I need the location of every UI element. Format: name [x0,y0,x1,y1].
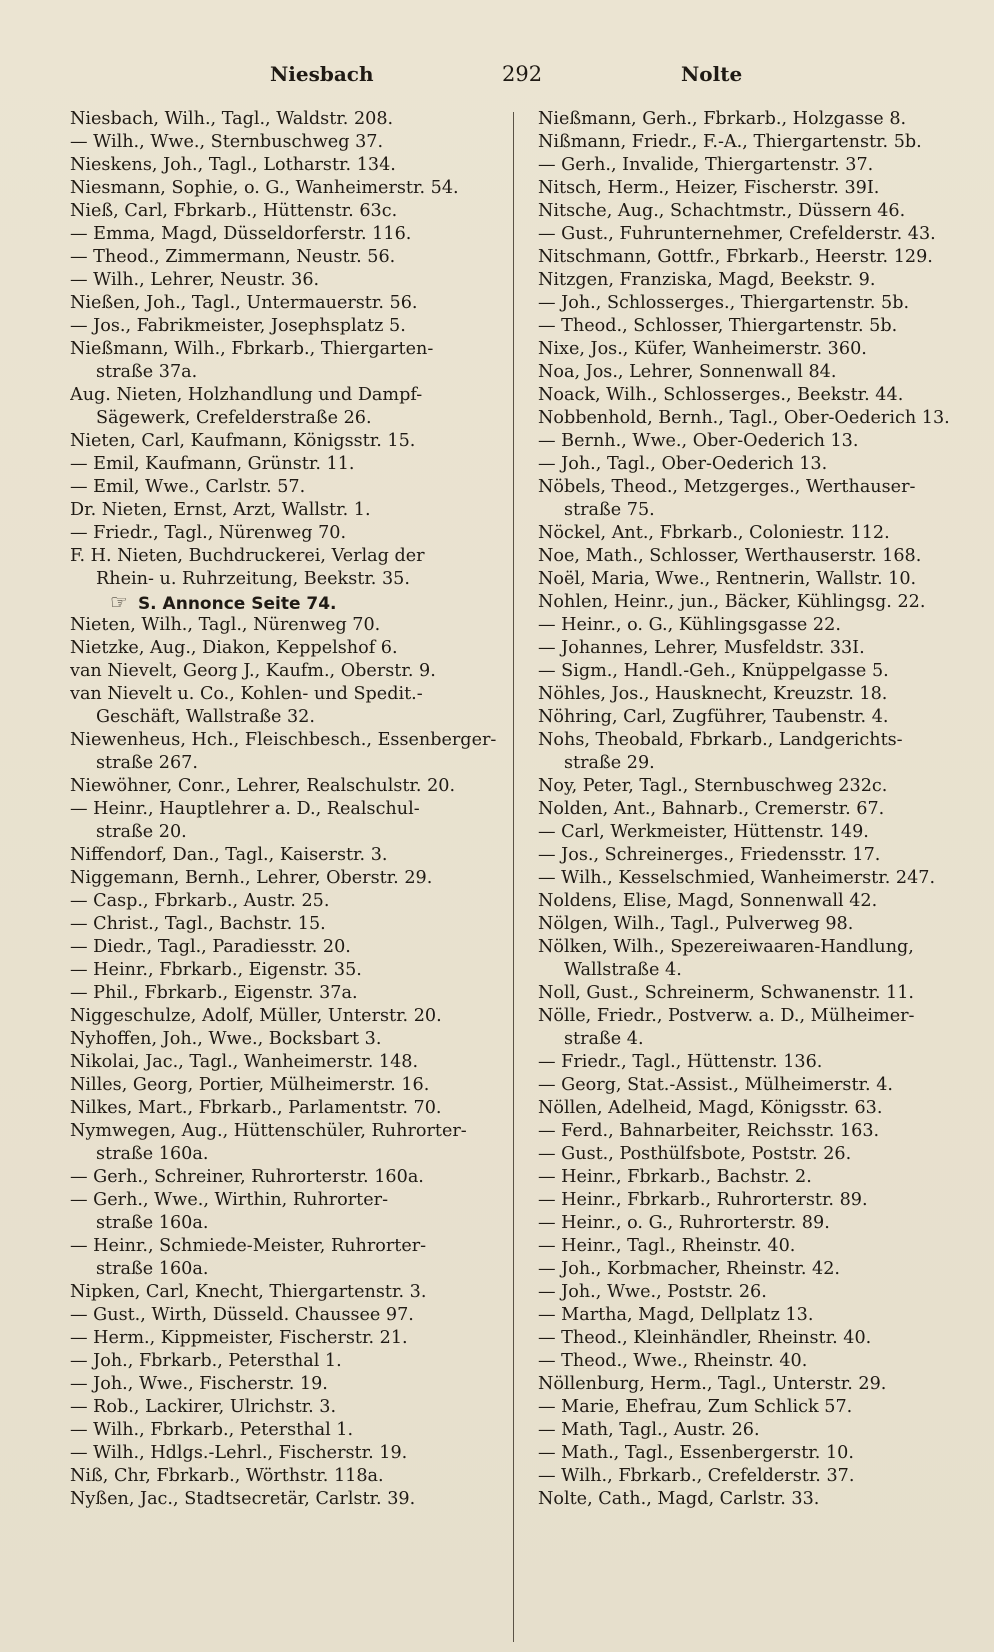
directory-entry [70,108,510,131]
entry-text: — Christ., Tagl., Bachstr. 15. [70,914,326,934]
entry-text: Sägewerk, Crefelderstraße 26. [96,408,372,428]
entry-text: — Heinr., o. G., Ruhrorterstr. 89. [538,1213,830,1233]
directory-entry [70,338,510,361]
entry-text: — Georg, Stat.-Assist., Mülheimerstr. 4. [538,1075,893,1095]
directory-entry [538,683,978,706]
entry-text: straße 160a. [96,1259,209,1279]
directory-entry [70,315,510,338]
entry-text: — Wilh., Kesselschmied, Wanheimerstr. 247. [538,868,936,888]
entry-text: — Jos., Schreinerges., Friedensstr. 17. [538,845,881,865]
directory-entry [538,798,978,821]
entry-text: — Gust., Fuhrunternehmer, Crefelderstr. 43. [538,224,936,244]
entry-text: Nieskens, Joh., Tagl., Lotharstr. 134. [70,155,396,175]
directory-entry [538,982,978,1005]
entry-continuation [538,752,978,775]
directory-entry [70,683,510,706]
directory-entry [70,1442,510,1465]
directory-entry [538,384,978,407]
directory-entry [70,223,510,246]
directory-entry [70,384,510,407]
entry-text: straße 160a. [96,1213,209,1233]
directory-entry [538,453,978,476]
entry-text: straße 29. [564,753,655,773]
entry-text: — Heinr., Fbrkarb., Eigenstr. 35. [70,960,362,980]
entry-text: Nölle, Friedr., Postverw. a. D., Mülheimer- [538,1006,915,1026]
directory-entry [70,844,510,867]
entry-text: Nöckel, Ant., Fbrkarb., Coloniestr. 112. [538,523,890,543]
entry-text: — Rob., Lackirer, Ulrichstr. 3. [70,1397,337,1417]
directory-entry [538,154,978,177]
header-first-entry: Niesbach [270,62,374,86]
directory-entry [538,775,978,798]
directory-entry [538,890,978,913]
directory-entry [538,522,978,545]
directory-entry [70,1051,510,1074]
directory-entry [70,1465,510,1488]
entry-text: S. Annonce Seite 74. [137,594,337,614]
entry-text: — Friedr., Tagl., Hüttenstr. 136. [538,1052,823,1072]
directory-entry [70,200,510,223]
entry-text: Nieß, Carl, Fbrkarb., Hüttenstr. 63c. [70,201,398,221]
entry-text: Nießmann, Wilh., Fbrkarb., Thiergarten- [70,339,434,359]
directory-entry [538,660,978,683]
directory-entry [70,246,510,269]
entry-text: Nitsche, Aug., Schachtmstr., Düssern 46. [538,201,906,221]
entry-text: — Friedr., Tagl., Nürenweg 70. [70,523,347,543]
entry-continuation [538,499,978,522]
entry-text: — Heinr., Fbrkarb., Bachstr. 2. [538,1167,812,1187]
entry-text: Nyßen, Jac., Stadtsecretär, Carlstr. 39. [70,1489,416,1509]
entry-text: van Nievelt u. Co., Kohlen- und Spedit.- [70,684,423,704]
entry-text: Nießmann, Gerh., Fbrkarb., Holzgasse 8. [538,109,907,129]
entry-text: — Herm., Kippmeister, Fischerstr. 21. [70,1328,408,1348]
entry-text: — Theod., Zimmermann, Neustr. 56. [70,247,396,267]
entry-text: Nolden, Ant., Bahnarb., Cremerstr. 67. [538,799,885,819]
entry-text: Nyhoffen, Joh., Wwe., Bocksbart 3. [70,1029,382,1049]
directory-entry [70,453,510,476]
directory-entry [538,1258,978,1281]
directory-entry [70,982,510,1005]
directory-entry [70,476,510,499]
directory-entry [538,821,978,844]
directory-entry [538,407,978,430]
entry-text: Nieten, Wilh., Tagl., Nürenweg 70. [70,615,381,635]
directory-entry [70,154,510,177]
directory-entry [70,913,510,936]
advertisement-reference [70,591,510,614]
entry-text: — Phil., Fbrkarb., Eigenstr. 37a. [70,983,358,1003]
entry-text: straße 75. [564,500,655,520]
entry-text: Nöhring, Carl, Zugführer, Taubenstr. 4. [538,707,889,727]
directory-entry [70,959,510,982]
entry-text: Nitschmann, Gottfr., Fbrkarb., Heerstr. 129. [538,247,933,267]
entry-text: — Gerh., Schreiner, Ruhrorterstr. 160a. [70,1167,424,1187]
entry-text: straße 37a. [96,362,198,382]
directory-entry [538,315,978,338]
directory-entry [70,1396,510,1419]
directory-entry [538,1005,978,1028]
entry-text: Nöllenburg, Herm., Tagl., Unterstr. 29. [538,1374,887,1394]
entry-text: Nieten, Carl, Kaufmann, Königsstr. 15. [70,431,416,451]
entry-continuation [70,407,510,430]
entry-text: — Diedr., Tagl., Paradiesstr. 20. [70,937,351,957]
directory-entry [538,1373,978,1396]
directory-entry [70,798,510,821]
entry-text: Noe, Math., Schlosser, Werthauserstr. 168. [538,546,922,566]
directory-entry [538,545,978,568]
directory-entry [70,637,510,660]
directory-entry [538,614,978,637]
directory-entry [538,1327,978,1350]
directory-entry [538,936,978,959]
entry-text: — Wilh., Hdlgs.-Lehrl., Fischerstr. 19. [70,1443,408,1463]
entry-continuation [70,568,510,591]
directory-entry [538,1074,978,1097]
entry-text: — Joh., Fbrkarb., Petersthal 1. [70,1351,342,1371]
entry-text: Wallstraße 4. [564,960,682,980]
entry-text: Nipken, Carl, Knecht, Thiergartenstr. 3. [70,1282,427,1302]
entry-text: — Heinr., Schmiede-Meister, Ruhrorter- [70,1236,427,1256]
entry-text: Nitsch, Herm., Heizer, Fischerstr. 39I. [538,178,880,198]
directory-entry [70,1327,510,1350]
directory-entry [70,522,510,545]
entry-text: Nolte, Cath., Magd, Carlstr. 33. [538,1489,820,1509]
entry-text: Nikolai, Jac., Tagl., Wanheimerstr. 148. [70,1052,419,1072]
directory-entry [538,200,978,223]
entry-text: Noack, Wilh., Schlosserges., Beekstr. 44. [538,385,904,405]
entry-text: Noa, Jos., Lehrer, Sonnenwall 84. [538,362,837,382]
entry-continuation [70,1212,510,1235]
entry-text: Niewenheus, Hch., Fleischbesch., Essenberger- [70,730,497,750]
entry-text: — Wilh., Fbrkarb., Crefelderstr. 37. [538,1466,855,1486]
entry-text: Nißmann, Friedr., F.-A., Thiergartenstr. 5b. [538,132,922,152]
entry-text: Niesbach, Wilh., Tagl., Waldstr. 208. [70,109,394,129]
entry-text: Noll, Gust., Schreinerm, Schwanenstr. 11. [538,983,914,1003]
directory-entry [538,1419,978,1442]
directory-entry [538,1465,978,1488]
directory-entry [70,729,510,752]
entry-text: Rhein- u. Ruhrzeitung, Beekstr. 35. [96,569,410,589]
entry-text: straße 20. [96,822,187,842]
entry-text: Niggemann, Bernh., Lehrer, Oberstr. 29. [70,868,433,888]
entry-text: Nietzke, Aug., Diakon, Keppelshof 6. [70,638,398,658]
entry-text: straße 267. [96,753,198,773]
directory-entry [70,1304,510,1327]
directory-entry [538,1166,978,1189]
directory-entry [70,1281,510,1304]
entry-text: — Wilh., Fbrkarb., Petersthal 1. [70,1420,354,1440]
entry-continuation [538,959,978,982]
entry-text: Nöbels, Theod., Metzgerges., Werthauser- [538,477,916,497]
directory-entry [70,1189,510,1212]
entry-text: Nobbenhold, Bernh., Tagl., Ober-Oederich 13. [538,408,950,428]
directory-entry [70,867,510,890]
entry-text: — Wilh., Lehrer, Neustr. 36. [70,270,320,290]
directory-entry [538,637,978,660]
entry-text: — Casp., Fbrkarb., Austr. 25. [70,891,330,911]
directory-entry [70,430,510,453]
entry-text: — Wilh., Wwe., Sternbuschweg 37. [70,132,384,152]
directory-entry [538,1097,978,1120]
entry-text: Noël, Maria, Wwe., Rentnerin, Wallstr. 10. [538,569,917,589]
directory-entry [538,1051,978,1074]
directory-entry [538,131,978,154]
entry-text: Niffendorf, Dan., Tagl., Kaiserstr. 3. [70,845,388,865]
directory-entry [538,430,978,453]
entry-text: — Math., Tagl., Essenbergerstr. 10. [538,1443,854,1463]
directory-entry [538,844,978,867]
entry-text: — Gust., Posthülfsbote, Poststr. 26. [538,1144,852,1164]
entry-text: — Heinr., o. G., Kühlingsgasse 22. [538,615,841,635]
directory-entry [538,108,978,131]
directory-entry [70,1120,510,1143]
entry-text: Noldens, Elise, Magd, Sonnenwall 42. [538,891,878,911]
entry-text: straße 160a. [96,1144,209,1164]
directory-entry [538,706,978,729]
directory-entry [70,1235,510,1258]
entry-text: Nießen, Joh., Tagl., Untermauerstr. 56. [70,293,418,313]
entry-text: Niß, Chr, Fbrkarb., Wörthstr. 118a. [70,1466,384,1486]
entry-text: — Gerh., Wwe., Wirthin, Ruhrorter- [70,1190,389,1210]
directory-entry [70,1350,510,1373]
directory-entry [538,913,978,936]
entry-text: — Joh., Tagl., Ober-Oederich 13. [538,454,828,474]
directory-entry [70,1005,510,1028]
entry-continuation [538,1028,978,1051]
entry-text: Nölken, Wilh., Spezereiwaaren-Handlung, [538,937,914,957]
directory-entry [538,1442,978,1465]
header-last-entry: Nolte [681,62,743,86]
entry-text: — Johannes, Lehrer, Musfeldstr. 33I. [538,638,865,658]
entry-text: Nohlen, Heinr., jun., Bäcker, Kühlingsg. 22. [538,592,926,612]
directory-entry [538,1143,978,1166]
directory-entry [538,476,978,499]
directory-entry [70,1166,510,1189]
entry-text: Nilles, Georg, Portier, Mülheimerstr. 16. [70,1075,430,1095]
entry-text: — Emil, Kaufmann, Grünstr. 11. [70,454,355,474]
entry-text: — Jos., Fabrikmeister, Josephsplatz 5. [70,316,406,336]
entry-text: Aug. Nieten, Holzhandlung und Dampf- [70,385,423,405]
directory-entry [538,1488,978,1511]
entry-text: — Emil, Wwe., Carlstr. 57. [70,477,306,497]
directory-entry [538,338,978,361]
entry-text: Nilkes, Mart., Fbrkarb., Parlamentstr. 70. [70,1098,442,1118]
entry-text: Nixe, Jos., Küfer, Wanheimerstr. 360. [538,339,867,359]
directory-entry [70,660,510,683]
directory-entry [70,499,510,522]
directory-entry [538,867,978,890]
entry-text: Nohs, Theobald, Fbrkarb., Landgerichts- [538,730,903,750]
entry-continuation [70,706,510,729]
entry-text: — Sigm., Handl.-Geh., Knüppelgasse 5. [538,661,889,681]
entry-text: — Heinr., Tagl., Rheinstr. 40. [538,1236,796,1256]
right-column [538,108,978,1511]
entry-text: — Carl, Werkmeister, Hüttenstr. 149. [538,822,869,842]
directory-entry [70,1419,510,1442]
directory-entry [538,292,978,315]
page-header [0,62,994,92]
entry-text: Dr. Nieten, Ernst, Arzt, Wallstr. 1. [70,500,371,520]
entry-text: — Joh., Wwe., Fischerstr. 19. [70,1374,328,1394]
entry-text: Nölgen, Wilh., Tagl., Pulverweg 98. [538,914,854,934]
directory-entry [538,1350,978,1373]
entry-text: — Bernh., Wwe., Ober-Oederich 13. [538,431,859,451]
column-divider [513,112,514,1642]
directory-entry [538,1212,978,1235]
entry-text: — Theod., Wwe., Rheinstr. 40. [538,1351,808,1371]
entry-text: — Joh., Korbmacher, Rheinstr. 42. [538,1259,840,1279]
directory-entry [70,775,510,798]
entry-text: — Emma, Magd, Düsseldorferstr. 116. [70,224,412,244]
directory-entry [538,246,978,269]
entry-text: Niesmann, Sophie, o. G., Wanheimerstr. 54. [70,178,459,198]
directory-entry [538,1120,978,1143]
entry-text: — Heinr., Hauptlehrer a. D., Realschul- [70,799,420,819]
directory-entry [70,177,510,200]
entry-text: — Martha, Magd, Dellplatz 13. [538,1305,814,1325]
entry-continuation [70,1143,510,1166]
directory-entry [70,890,510,913]
directory-entry [538,591,978,614]
entry-text: Niggeschulze, Adolf, Müller, Unterstr. 20. [70,1006,442,1026]
entry-text: Nitzgen, Franziska, Magd, Beekstr. 9. [538,270,876,290]
entry-text: — Theod., Kleinhändler, Rheinstr. 40. [538,1328,872,1348]
entry-text: F. H. Nieten, Buchdruckerei, Verlag der [70,546,425,566]
entry-text: Geschäft, Wallstraße 32. [96,707,315,727]
directory-entry [70,269,510,292]
entry-text: — Gerh., Invalide, Thiergartenstr. 37. [538,155,874,175]
entry-text: Nymwegen, Aug., Hüttenschüler, Ruhrorter- [70,1121,467,1141]
entry-text: — Math, Tagl., Austr. 26. [538,1420,760,1440]
entry-continuation [70,361,510,384]
entry-text: straße 4. [564,1029,644,1049]
entry-text: van Nievelt, Georg J., Kaufm., Oberstr. 9. [70,661,436,681]
directory-entry [70,936,510,959]
entry-continuation [70,752,510,775]
directory-entry [70,1097,510,1120]
directory-entry [538,361,978,384]
directory-entry [70,614,510,637]
entry-text: Nöllen, Adelheid, Magd, Königsstr. 63. [538,1098,883,1118]
directory-entry [70,1028,510,1051]
directory-entry [70,1074,510,1097]
left-column [70,108,510,1511]
directory-entry [70,1373,510,1396]
entry-text: Niewöhner, Conr., Lehrer, Realschulstr. 20. [70,776,456,796]
pointing-hand-icon: ☞ [110,591,128,614]
directory-entry [538,223,978,246]
directory-entry [538,1235,978,1258]
directory-entry [538,568,978,591]
directory-entry [70,545,510,568]
entry-continuation [70,821,510,844]
directory-entry [538,1304,978,1327]
entry-text: — Ferd., Bahnarbeiter, Reichsstr. 163. [538,1121,880,1141]
entry-text: — Theod., Schlosser, Thiergartenstr. 5b. [538,316,898,336]
directory-entry [538,177,978,200]
entry-text: Nöhles, Jos., Hausknecht, Kreuzstr. 18. [538,684,888,704]
entry-text: — Heinr., Fbrkarb., Ruhrorterstr. 89. [538,1190,868,1210]
directory-entry [538,1189,978,1212]
directory-entry [538,729,978,752]
directory-entry [70,131,510,154]
directory-entry [538,1281,978,1304]
directory-entry [70,1488,510,1511]
entry-text: Noy, Peter, Tagl., Sternbuschweg 232c. [538,776,888,796]
page-number: 292 [502,62,543,86]
entry-text: — Marie, Ehefrau, Zum Schlick 57. [538,1397,853,1417]
entry-text: — Gust., Wirth, Düsseld. Chaussee 97. [70,1305,414,1325]
entry-text: — Joh., Wwe., Poststr. 26. [538,1282,767,1302]
entry-continuation [70,1258,510,1281]
directory-entry [538,269,978,292]
directory-entry [538,1396,978,1419]
directory-entry [70,292,510,315]
entry-text: — Joh., Schlosserges., Thiergartenstr. 5b. [538,293,910,313]
